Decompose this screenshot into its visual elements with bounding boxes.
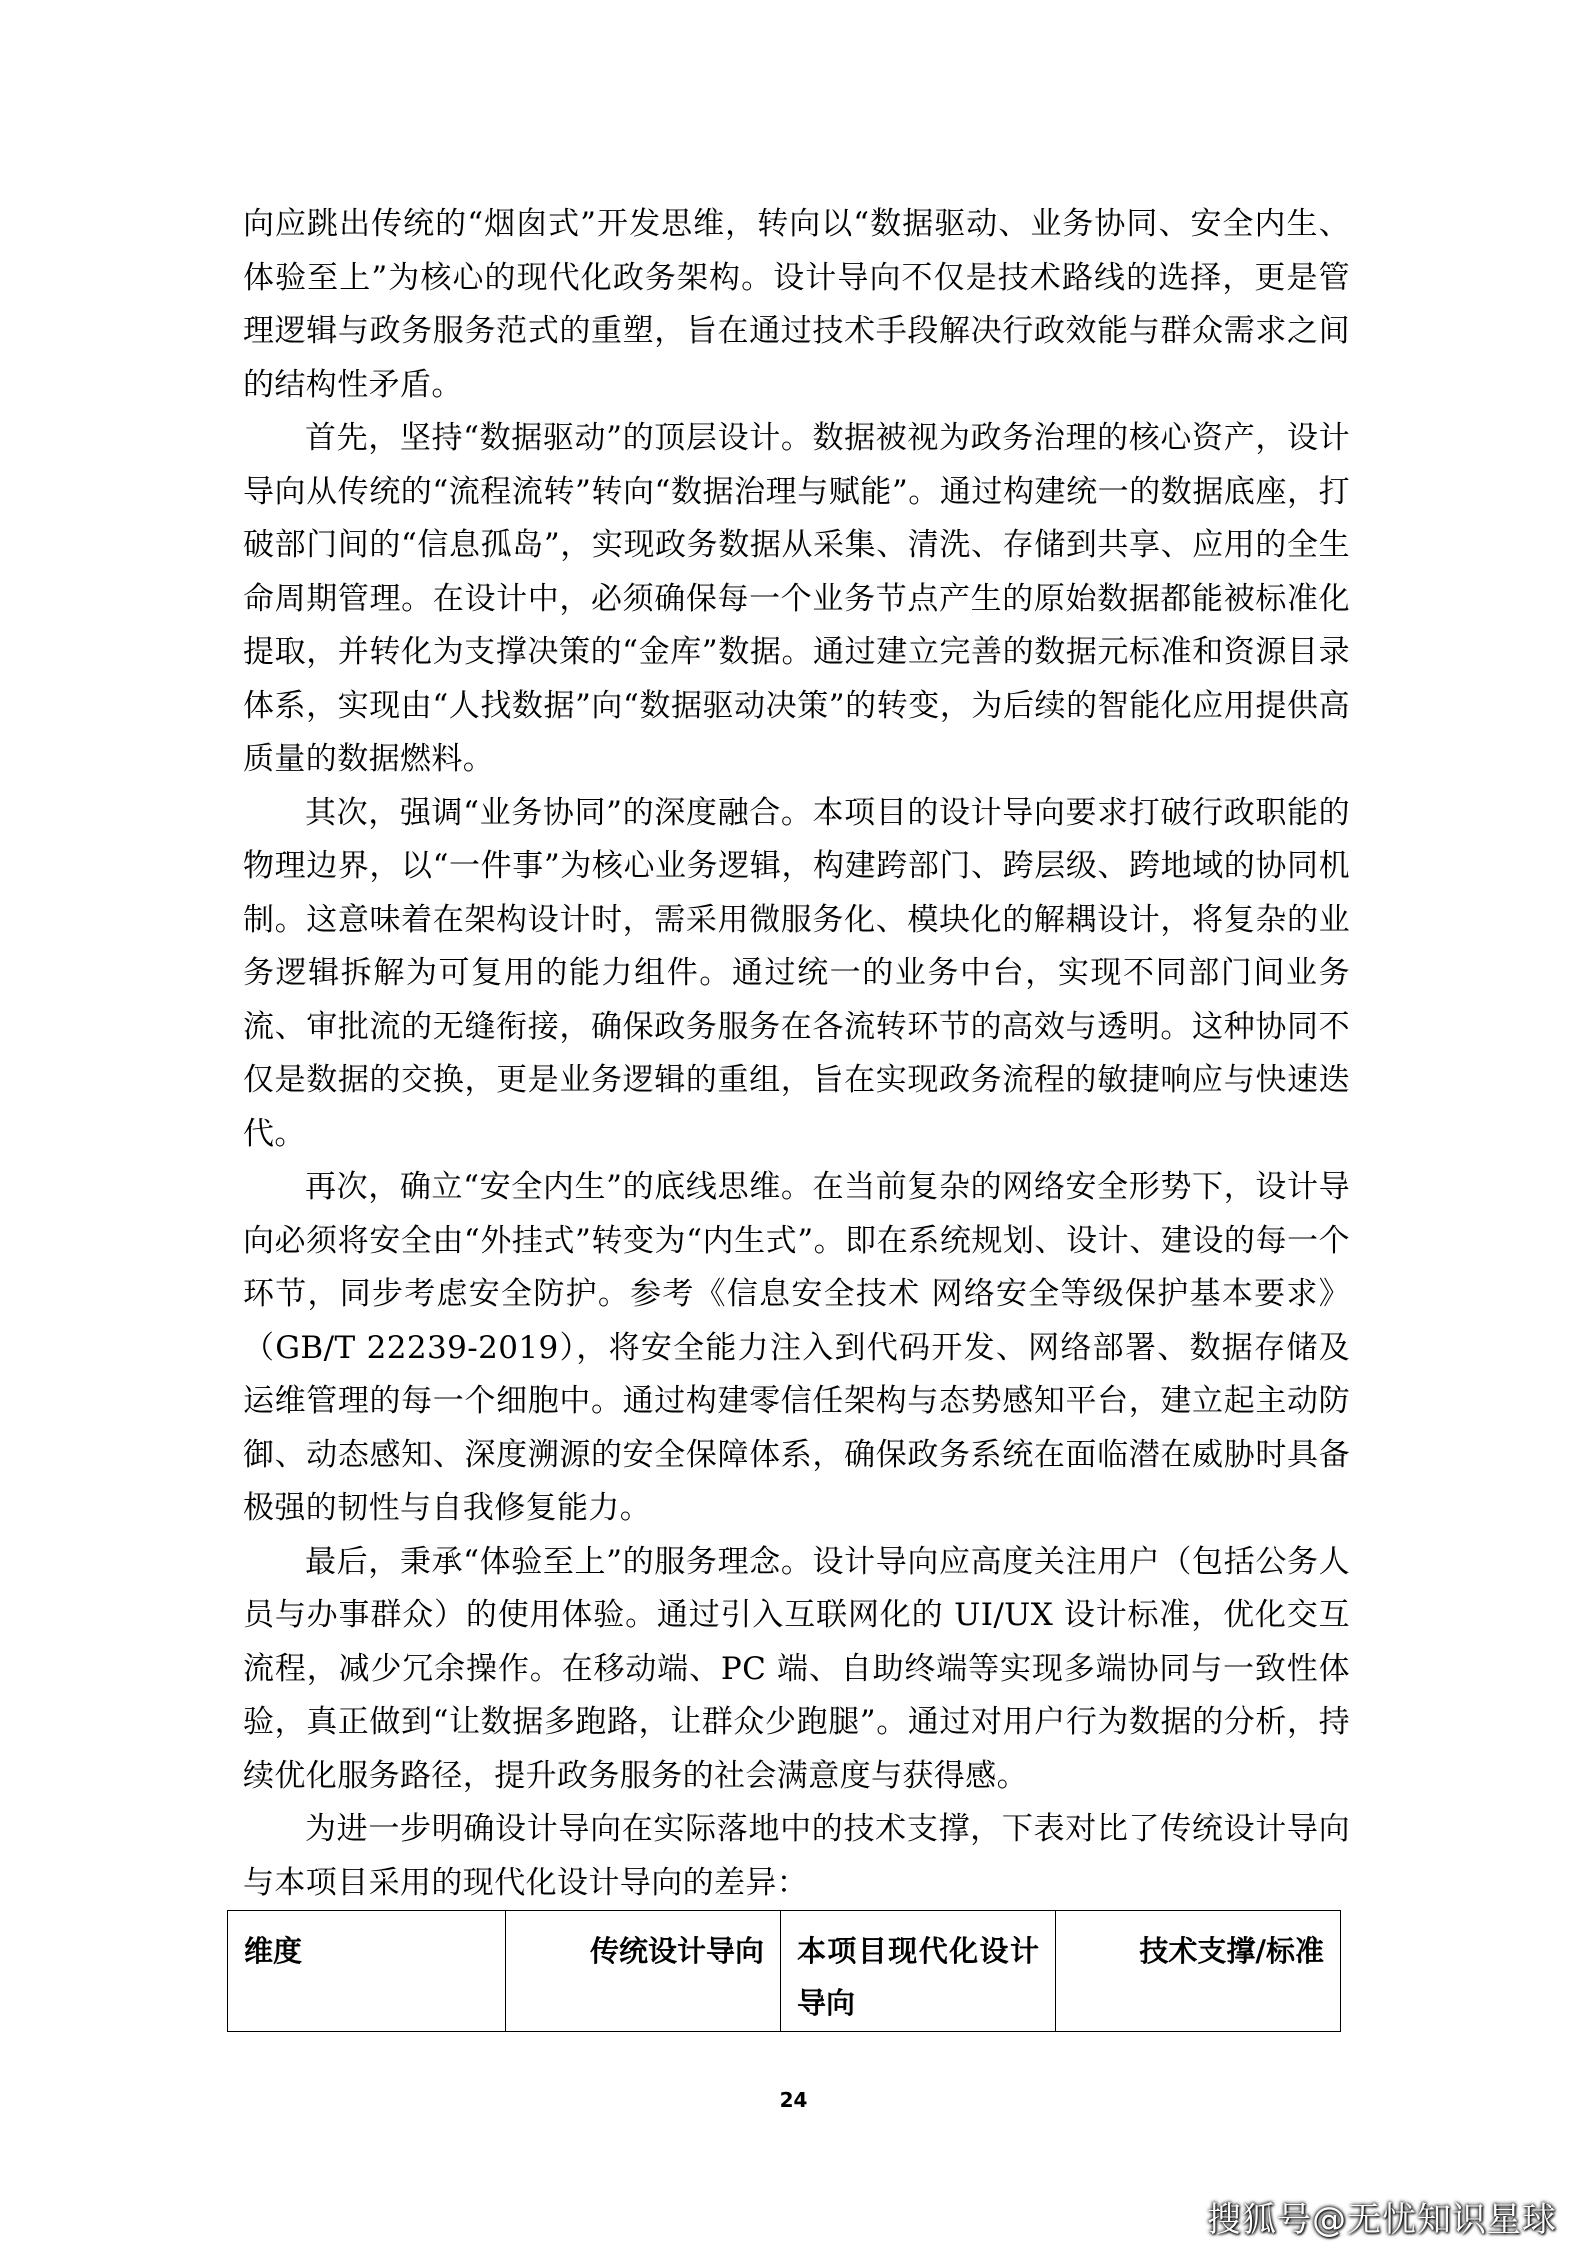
comparison-table — [227, 1910, 1341, 2032]
paragraph-table-intro: 为进一步明确设计导向在实际落地中的技术支撑，下表对比了传统设计导向与本项目采用的现代化设计导向的差异： — [243, 1811, 1350, 1901]
table-header-row — [228, 1911, 1341, 2032]
header-traditional-design: 传统设计导向 — [506, 1911, 781, 2032]
paragraph-built-in-security: 再次，确立“安全内生”的底线思维。在当前复杂的网络安全形势下，设计导向必须将安全由“外挂式”转变为“内生式”。即在系统规划、设计、建设的每一个环节，同步考虑安全防护。参考《信息安全技术 网络安全等级保护基本要求》（GB/T 22239-2019），将安全能力注入到代码开发、网络部署、数据存储及运维管理的每一个细胞中。通过构建零信任架构与态势感知平台，建立起主动防御、动态感知、深度溯源的安全保障体系，确保政务系统在面临潜在威胁时具备极强的韧性与自我修复能力。 — [243, 1169, 1350, 1526]
header-tech-support: 技术支撑/标准 — [1056, 1911, 1341, 2032]
page-number: 24 — [779, 2088, 808, 2112]
comparison-table-container — [227, 1910, 1341, 2032]
header-dimension: 维度 — [228, 1911, 506, 2032]
header-modern-design: 本项目现代化设计导向 — [781, 1911, 1056, 2032]
body-text — [243, 198, 1350, 1910]
paragraph-continuation: 向应跳出传统的“烟囱式”开发思维，转向以“数据驱动、业务协同、安全内生、体验至上”为核心的现代化政务架构。设计导向不仅是技术路线的选择，更是管理逻辑与政务服务范式的重塑，旨在通过技术手段解决行政效能与群众需求之间的结构性矛盾。 — [243, 206, 1350, 403]
paragraph-experience-first: 最后，秉承“体验至上”的服务理念。设计导向应高度关注用户（包括公务人员与办事群众）的使用体验。通过引入互联网化的 UI/UX 设计标准，优化交互流程，减少冗余操作。在移动端、PC 端、自助终端等实现多端协同与一致性体验，真正做到“让数据多跑路，让群众少跑腿”。通过对用户行为数据的分析，持续优化服务路径，提升政务服务的社会满意度与获得感。 — [243, 1543, 1350, 1794]
watermark-text: 搜狐号@无忧知识星球 — [1207, 2200, 1557, 2240]
paragraph-business-collaboration: 其次，强调“业务协同”的深度融合。本项目的设计导向要求打破行政职能的物理边界，以“一件事”为核心业务逻辑，构建跨部门、跨层级、跨地域的协同机制。这意味着在架构设计时，需采用微服务化、模块化的解耦设计，将复杂的业务逻辑拆解为可复用的能力组件。通过统一的业务中台，实现不同部门间业务流、审批流的无缝衔接，确保政务服务在各流转环节的高效与透明。这种协同不仅是数据的交换，更是业务逻辑的重组，旨在实现政务流程的敏捷响应与快速迭代。 — [243, 794, 1350, 1152]
paragraph-data-driven: 首先，坚持“数据驱动”的顶层设计。数据被视为政务治理的核心资产，设计导向从传统的“流程流转”转向“数据治理与赋能”。通过构建统一的数据底座，打破部门间的“信息孤岛”，实现政务数据从采集、清洗、存储到共享、应用的全生命周期管理。在设计中，必须确保每一个业务节点产生的原始数据都能被标准化提取，并转化为支撑决策的“金库”数据。通过建立完善的数据元标准和资源目录体系，实现由“人找数据”向“数据驱动决策”的转变，为后续的智能化应用提供高质量的数据燃料。 — [243, 420, 1350, 777]
